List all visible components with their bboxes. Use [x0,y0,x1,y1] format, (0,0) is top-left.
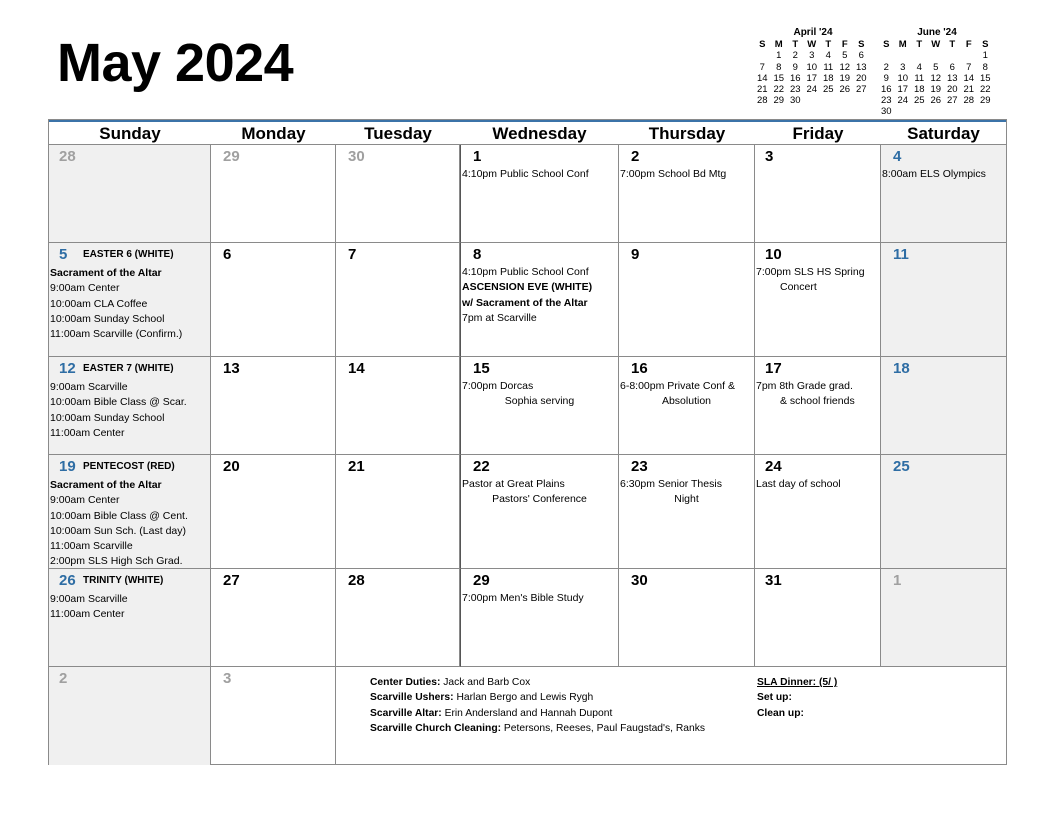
mini-day: 11 [914,72,925,84]
day-cell [460,243,619,357]
event-item: 10:00am Bible Class @ Cent. [50,509,188,522]
dinner-line [757,675,837,690]
event-item: 11:00am Center [50,608,125,621]
mini-day: 25 [822,84,834,96]
event-item: 4:10pm Public School Conf [462,266,589,278]
dinner-label: SLA Dinner: (5/ ) [757,677,838,688]
day-cell [49,667,211,765]
mini-calendar-weekdays [754,39,872,50]
day-cell [619,569,755,667]
mini-day: 12 [930,72,942,84]
mini-day: 20 [855,72,867,84]
day-number: 22 [473,458,490,475]
event-list [756,379,879,410]
mini-day: 29 [979,95,991,107]
mini-day: 17 [806,72,818,84]
day-number: 15 [473,360,490,377]
event-item: Sacrament of the Altar [50,479,162,491]
mini-day: 7 [966,61,972,73]
event-item: 11:00am Center [50,426,125,439]
mini-day: 18 [913,84,925,96]
mini-day: 23 [789,84,801,96]
day-number: 1 [473,148,482,165]
dinner-line [757,690,837,705]
day-number: 18 [893,360,910,377]
event-item: Pastor at Great Plains [462,478,565,490]
day-cell [881,243,1006,357]
mini-day: 22 [773,84,785,96]
day-cell [460,145,619,243]
mini-day [911,106,928,117]
event-item: 7pm at Scarville [462,311,537,324]
mini-day: 30 [789,95,801,107]
event-item: 2:00pm SLS High Sch Grad. [50,555,183,568]
event-item: 7:00pm SLS HS Spring [756,266,865,278]
event-item: 7pm 8th Grade grad. [756,380,853,392]
event-list [462,477,617,508]
mini-weekday: S [759,39,766,51]
day-cell [619,243,755,357]
day-number: 5 [59,246,68,263]
mini-weekday: M [898,39,907,51]
mini-day: 16 [880,84,892,96]
day-cell [755,145,881,243]
day-cell [619,145,755,243]
dinner-notes [757,675,837,721]
mini-calendar-april [754,27,872,106]
event-list [50,380,209,441]
mini-day: 26 [839,84,851,96]
day-number: 30 [631,572,648,589]
day-cell [755,455,881,569]
weekday-header [49,120,1006,145]
day-number: 10 [765,246,782,263]
mini-weekday: F [965,39,972,51]
event-item: 9:00am Center [50,494,120,507]
mini-day [853,95,870,106]
weekday-sunday: Sunday [99,124,161,143]
mini-day [820,95,837,106]
day-number: 11 [893,246,909,263]
day-number: 19 [59,458,76,475]
day-cell [211,569,336,667]
mini-calendar-week [878,50,996,61]
mini-day: 22 [979,84,991,96]
event-list [756,265,879,296]
mini-calendar-week [878,95,996,106]
mini-weekday: T [825,39,832,51]
duties-notes [370,675,705,736]
mini-weekday: S [982,39,989,51]
mini-calendar-title: June '24 [917,27,957,38]
mini-weekday: W [807,39,817,51]
mini-calendar-week [754,62,872,73]
duty-line [370,690,705,705]
mini-calendar-weekdays [878,39,996,50]
mini-day: 1 [776,50,782,62]
day-number: 17 [765,360,782,377]
event-list [462,379,617,410]
day-cell [49,569,211,667]
mini-day: 4 [825,50,831,62]
mini-day [944,50,961,61]
mini-day: 14 [756,72,768,84]
event-item: Sacrament of the Altar [50,267,162,279]
page-title: May 2024 [57,33,294,93]
duty-value: Petersons, Reeses, Paul Faugstad's, Ranks [501,722,706,734]
mini-day: 10 [897,72,909,84]
mini-day: 2 [792,50,798,62]
day-cell [211,455,336,569]
day-cell [336,243,460,357]
day-number: 16 [631,360,648,377]
weekday-monday: Monday [241,124,306,143]
duty-line [370,721,705,736]
day-number: 7 [348,246,357,263]
event-list [50,478,209,569]
day-cell [49,243,211,357]
mini-weekday: M [774,39,783,51]
mini-day: 16 [789,72,801,84]
day-number: 1 [893,572,902,589]
event-item: Pastors' Conference [492,493,587,506]
mini-weekday: S [883,39,890,51]
mini-day [928,106,945,117]
event-item: 10:00am Sun Sch. (Last day) [50,524,186,537]
duty-line [370,706,705,721]
event-item: Night [674,493,699,506]
mini-calendar-week [878,73,996,84]
day-cell [619,357,755,455]
mini-weekday: W [931,39,941,51]
day-number: 25 [893,458,910,475]
mini-day [911,50,928,61]
event-list [756,477,879,492]
mini-day [754,50,771,61]
mini-day: 21 [963,84,975,96]
mini-day: 11 [823,61,834,73]
day-cell [211,357,336,455]
event-item: 10:00am Sunday School [50,411,165,424]
day-cell [336,357,460,455]
mini-weekday: T [916,39,923,51]
mini-day: 14 [963,72,975,84]
liturgical-tag: EASTER 7 (WHITE) [83,363,174,374]
weekday-thursday: Thursday [648,124,726,143]
month-grid [48,119,1007,765]
mini-day: 29 [773,95,785,107]
day-number: 21 [348,458,365,475]
day-cell [460,569,619,667]
event-list [620,379,753,410]
day-number: 2 [59,670,68,687]
mini-weekday: S [858,39,865,51]
mini-weekday: T [792,39,799,51]
day-number: 27 [223,572,240,589]
day-cell [211,243,336,357]
duty-label: Scarville Ushers: [370,692,454,704]
duty-label: Center Duties: [370,677,441,688]
event-item: 6:30pm Senior Thesis [620,478,722,490]
mini-calendar-june [878,27,996,118]
day-cell [211,667,336,765]
day-number: 26 [59,572,76,589]
mini-day [804,95,821,106]
mini-day: 21 [756,84,768,96]
mini-day: 3 [809,50,815,62]
weekday-wednesday: Wednesday [492,124,587,143]
day-number: 12 [59,360,76,377]
day-cell [881,357,1006,455]
event-list [50,266,209,342]
day-number: 31 [765,572,782,589]
event-item: Sophia serving [504,395,575,408]
event-item: 9:00am Center [50,282,120,295]
mini-weekday: T [949,39,956,51]
mini-calendar-week [754,73,872,84]
event-item: 6-8:00pm Private Conf & [620,380,735,392]
mini-day: 17 [897,84,909,96]
liturgical-tag: PENTECOST (RED) [83,461,175,472]
mini-day [977,106,994,117]
event-item: 10:00am Bible Class @ Scar. [50,396,187,409]
mini-day: 20 [946,84,958,96]
mini-weekday: F [841,39,848,51]
mini-calendar-week [754,84,872,95]
event-item: Absolution [661,395,712,408]
event-item: 8:00am ELS Olympics [882,168,986,180]
mini-day: 25 [913,95,925,107]
mini-day: 28 [756,95,768,107]
day-cell [881,145,1006,243]
liturgical-tag: TRINITY (WHITE) [83,575,164,586]
event-list [620,167,753,182]
day-cell [336,569,460,667]
mini-day: 23 [880,95,892,107]
mini-day: 9 [883,72,889,84]
event-item: 9:00am Scarville [50,381,128,393]
mini-day: 5 [933,61,939,73]
mini-day [961,106,978,117]
event-item: & school friends [780,395,855,408]
day-number: 30 [348,148,365,165]
mini-day: 10 [806,61,818,73]
day-cell [211,145,336,243]
mini-day [961,50,978,61]
day-cell [49,145,211,243]
event-item: 7:00pm Men's Bible Study [462,592,584,604]
mini-day: 15 [773,72,785,84]
mini-day: 6 [949,61,955,73]
mini-day: 15 [979,72,991,84]
event-list [50,592,209,623]
mini-day: 26 [930,95,942,107]
duty-value: Jack and Barb Cox [440,677,531,688]
event-list [462,265,617,326]
day-cell [460,455,619,569]
mini-day [878,50,895,61]
day-number: 28 [59,148,76,165]
dinner-line [757,706,837,721]
mini-day: 19 [930,84,942,96]
day-number: 4 [893,148,902,165]
dinner-label: Clean up: [757,707,804,719]
mini-day [928,50,945,61]
event-item: 11:00am Scarville [50,540,133,553]
duty-value: Harlan Bergo and Lewis Rygh [453,692,594,704]
mini-day: 13 [855,61,867,73]
event-list [882,167,1005,182]
day-cell [49,357,211,455]
mini-calendar-week [754,50,872,61]
day-cell [755,569,881,667]
mini-day: 8 [776,61,782,73]
mini-day: 6 [858,50,864,62]
day-number: 24 [765,458,782,475]
weekday-tuesday: Tuesday [364,124,432,143]
mini-calendar-week [878,62,996,73]
mini-day: 2 [883,61,889,73]
mini-calendar-week [878,84,996,95]
dinner-label: Set up: [757,692,792,704]
event-list [462,167,617,182]
event-list [620,477,753,508]
mini-day: 27 [855,84,867,96]
mini-day: 18 [822,72,834,84]
day-number: 8 [473,246,482,263]
duty-line [370,675,705,690]
day-cell [460,357,619,455]
day-number: 3 [223,670,232,687]
day-number: 13 [223,360,240,377]
day-number: 29 [223,148,240,165]
day-number: 28 [348,572,365,589]
mini-day: 28 [963,95,975,107]
mini-day: 1 [982,50,988,62]
day-number: 23 [631,458,648,475]
day-number: 6 [223,246,232,263]
day-cell [336,145,460,243]
day-cell [881,569,1006,667]
mini-calendar-week [754,95,872,106]
day-number: 2 [631,148,640,165]
mini-day: 24 [897,95,909,107]
mini-day: 7 [759,61,765,73]
event-item: 9:00am Scarville [50,593,128,605]
event-list [462,591,617,606]
event-item: 4:10pm Public School Conf [462,168,589,180]
event-item: 11:00am Scarville (Confirm.) [50,328,183,341]
day-number: 29 [473,572,490,589]
mini-day: 4 [916,61,922,73]
mini-day [895,106,912,117]
liturgical-tag: EASTER 6 (WHITE) [83,249,174,260]
event-item: 7:00pm School Bd Mtg [620,168,727,180]
mini-day: 9 [792,61,798,73]
mini-day: 12 [839,61,851,73]
mini-day [895,50,912,61]
event-item: ASCENSION EVE (WHITE) [462,281,593,294]
day-number: 9 [631,246,640,263]
day-number: 3 [765,148,774,165]
event-item: 10:00am CLA Coffee [50,297,148,310]
day-number: 20 [223,458,240,475]
duty-value: Erin Andersland and Hannah Dupont [441,707,613,719]
event-item: 10:00am Sunday School [50,312,165,325]
mini-day: 13 [946,72,958,84]
event-item: w/ Sacrament of the Altar [462,296,588,309]
mini-calendar-title: April '24 [793,27,833,38]
duty-label: Scarville Church Cleaning: [370,722,502,734]
mini-day [944,106,961,117]
mini-day: 19 [839,72,851,84]
mini-day [837,95,854,106]
day-cell [881,455,1006,569]
day-cell [619,455,755,569]
mini-day: 5 [842,50,848,62]
weekday-friday: Friday [792,124,844,143]
mini-day: 30 [880,106,892,118]
event-item: 7:00pm Dorcas [462,380,534,392]
day-cell [755,243,881,357]
day-cell [755,357,881,455]
day-cell [336,455,460,569]
day-number: 14 [348,360,365,377]
day-cell [49,455,211,569]
duty-label: Scarville Altar: [370,707,442,719]
mini-day: 3 [900,61,906,73]
mini-calendar-week [878,106,996,117]
mini-day: 27 [946,95,958,107]
event-item: Last day of school [756,478,841,490]
event-item: Concert [780,281,817,294]
mini-day: 24 [806,84,818,96]
weekday-saturday: Saturday [907,124,980,143]
mini-day: 8 [982,61,988,73]
